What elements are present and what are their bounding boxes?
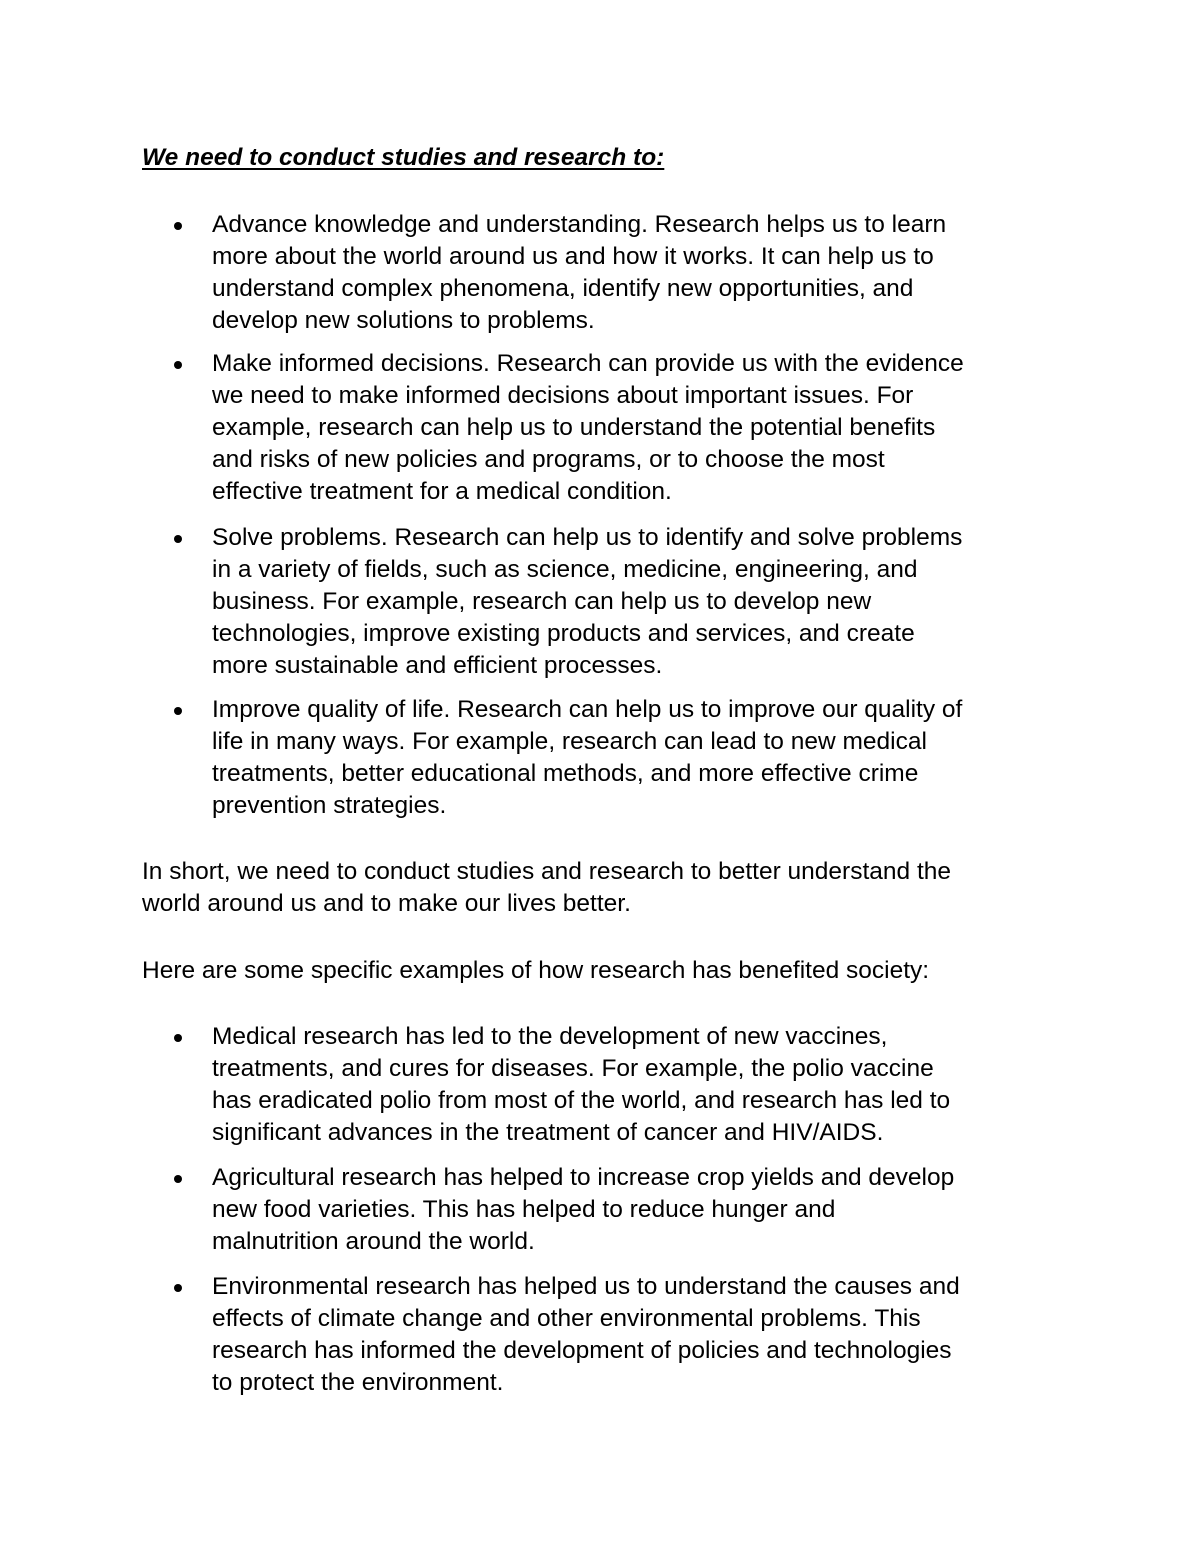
- list-item-text: [212, 1271, 1082, 1399]
- text-line: malnutrition around the world.: [212, 1228, 535, 1255]
- text-line: treatments, and cures for diseases. For example, the polio vaccine: [212, 1055, 934, 1082]
- text-line: develop new solutions to problems.: [212, 307, 595, 334]
- list-item-text: [212, 522, 1082, 682]
- bullet-dot-icon: [174, 1284, 182, 1292]
- examples-intro: [142, 955, 1082, 987]
- text-line: understand complex phenomena, identify new opportunities, and: [212, 275, 914, 302]
- text-line: in a variety of fields, such as science, medicine, engineering, and: [212, 556, 918, 583]
- text-line: research has informed the development of policies and technologies: [212, 1337, 952, 1364]
- text-line: Environmental research has helped us to understand the causes and: [212, 1273, 960, 1300]
- text-line: Agricultural research has helped to increase crop yields and develop: [212, 1164, 955, 1191]
- text-line: Make informed decisions. Research can provide us with the evidence: [212, 350, 964, 377]
- bullet-dot-icon: [174, 222, 182, 230]
- text-line: technologies, improve existing products and services, and create: [212, 620, 915, 647]
- text-line: Improve quality of life. Research can help us to improve our quality of: [212, 696, 963, 723]
- text-line: effective treatment for a medical condition.: [212, 478, 672, 505]
- text-line: significant advances in the treatment of cancer and HIV/AIDS.: [212, 1119, 884, 1146]
- list-item-text: [212, 694, 1082, 822]
- text-line: more sustainable and efficient processes.: [212, 652, 663, 679]
- summary-paragraph: [142, 856, 1082, 920]
- text-line: Medical research has led to the development of new vaccines,: [212, 1023, 888, 1050]
- text-line: Advance knowledge and understanding. Research helps us to learn: [212, 211, 947, 238]
- document-heading: We need to conduct studies and research to:: [142, 144, 665, 171]
- bullet-dot-icon: [174, 361, 182, 369]
- text-line: prevention strategies.: [212, 792, 447, 819]
- list-item-text: [212, 209, 1082, 337]
- bullet-dot-icon: [174, 707, 182, 715]
- text-line: life in many ways. For example, research can lead to new medical: [212, 728, 927, 755]
- list-item-text: [212, 1162, 1082, 1258]
- list-item-text: [212, 348, 1082, 508]
- text-line: treatments, better educational methods, and more effective crime: [212, 760, 919, 787]
- text-line: In short, we need to conduct studies and research to better understand the: [142, 858, 952, 885]
- list-item-text: [212, 1021, 1082, 1149]
- text-line: world around us and to make our lives better.: [142, 890, 631, 917]
- text-line: example, research can help us to understand the potential benefits: [212, 414, 936, 441]
- bullet-dot-icon: [174, 1175, 182, 1183]
- bullet-dot-icon: [174, 535, 182, 543]
- text-line: and risks of new policies and programs, or to choose the most: [212, 446, 885, 473]
- text-line: Here are some specific examples of how research has benefited society:: [142, 957, 930, 984]
- text-line: to protect the environment.: [212, 1369, 504, 1396]
- text-line: new food varieties. This has helped to reduce hunger and: [212, 1196, 836, 1223]
- text-line: we need to make informed decisions about important issues. For: [212, 382, 914, 409]
- text-line: has eradicated polio from most of the world, and research has led to: [212, 1087, 951, 1114]
- text-line: business. For example, research can help us to develop new: [212, 588, 872, 615]
- text-line: Solve problems. Research can help us to identify and solve problems: [212, 524, 963, 551]
- bullet-dot-icon: [174, 1034, 182, 1042]
- text-line: effects of climate change and other environmental problems. This: [212, 1305, 921, 1332]
- text-line: more about the world around us and how it works. It can help us to: [212, 243, 934, 270]
